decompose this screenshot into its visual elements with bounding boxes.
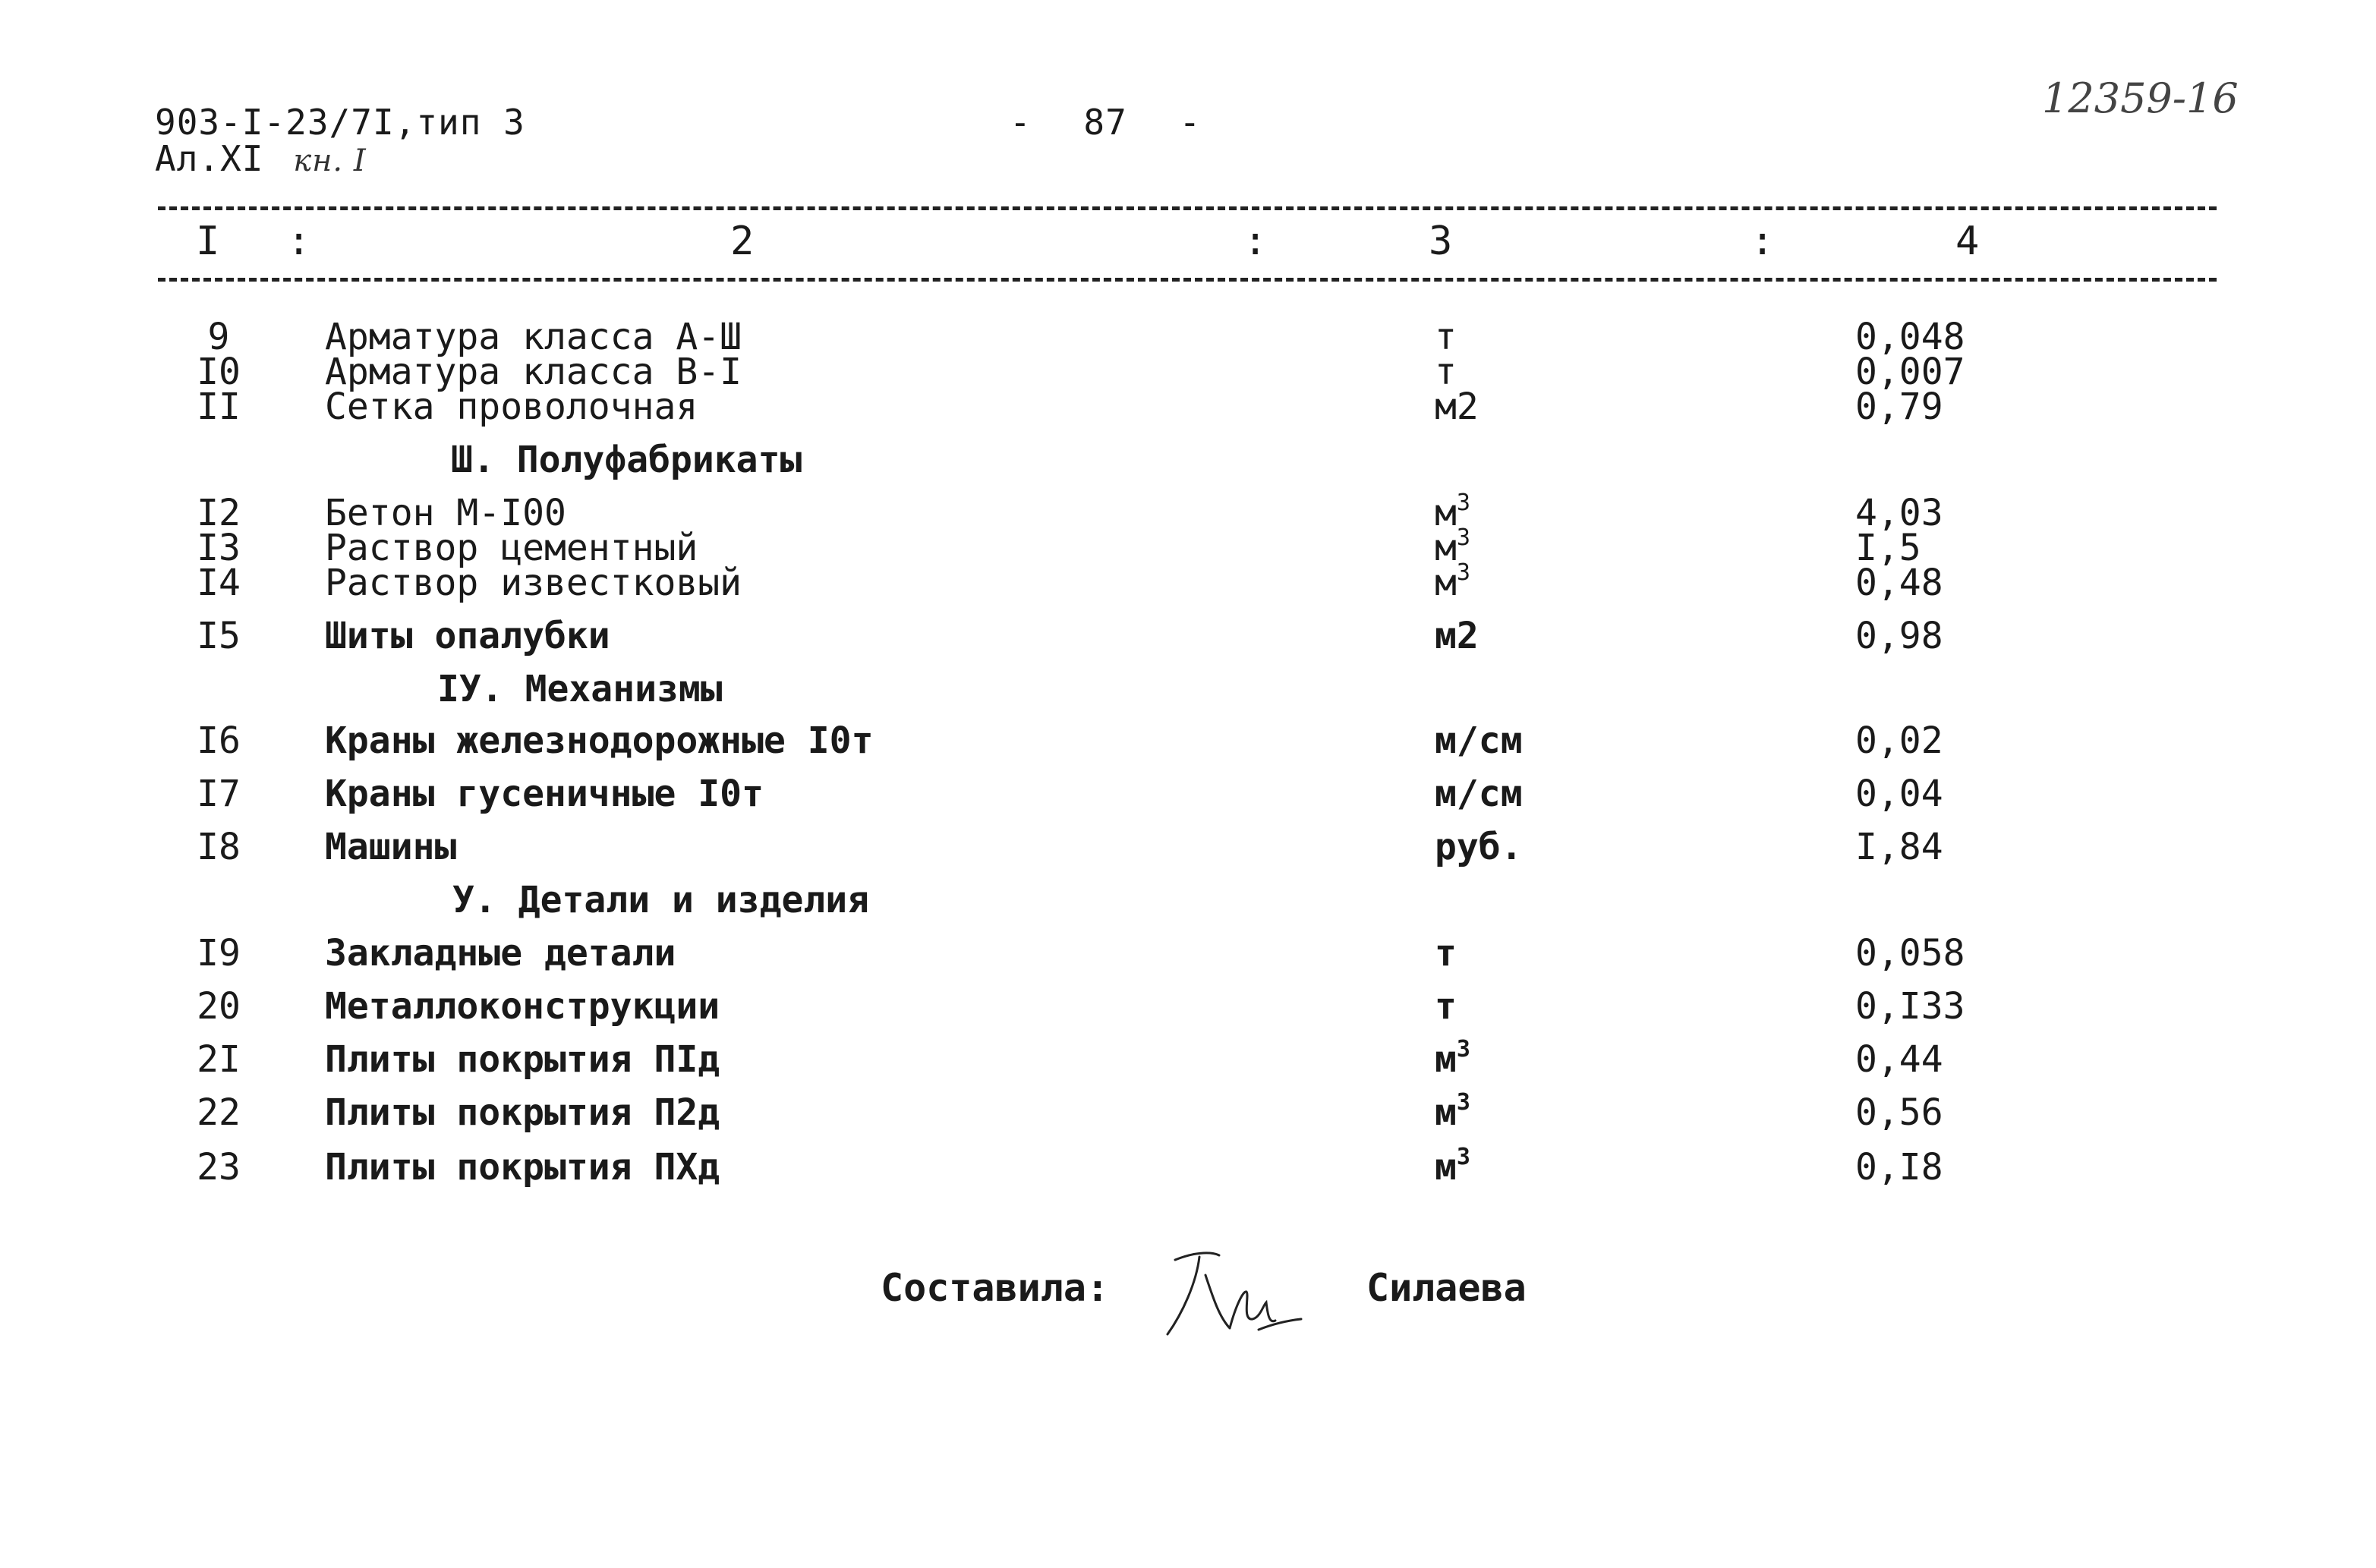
item-name: Закладные детали [325,932,676,974]
unit-exponent: 3 [1456,1144,1470,1170]
unit-cell [1435,1091,1470,1134]
column-header-2: 2 [730,219,755,264]
unit-cell [1435,932,1457,974]
row-number: I7 [197,773,241,815]
unit: т [1435,316,1457,358]
row-number: I2 [197,492,241,534]
page-number [1010,103,1201,141]
unit-cell [1435,719,1523,762]
row-number: I6 [197,719,241,762]
item-name: Металлоконструкции [325,985,720,1028]
row-number: 9 [207,316,230,358]
unit: м2 [1435,615,1479,657]
table-row [0,826,2376,879]
unit-exponent: 3 [1456,1036,1470,1063]
page-number-text: - 87 - [1010,102,1202,143]
doc-code: 903-I-23/7I,тип 3 [155,102,525,143]
quantity: I,5 [1855,527,1921,569]
unit-exponent: 3 [1456,559,1470,586]
item-name: Раствор известковый [325,562,742,604]
table-row [0,932,2376,985]
table-row [0,559,2376,615]
row-number: I0 [197,351,241,393]
table-row [0,985,2376,1038]
unit-exponent: 3 [1456,1089,1470,1116]
compiled-label: Составила: [881,1266,1110,1310]
row-number: 2I [197,1038,241,1081]
item-name: Арматура класса В-I [325,351,742,393]
table-top-divider [158,206,2217,210]
column-separator: : [287,219,311,264]
row-number: 22 [197,1091,241,1134]
column-header-4: 4 [1955,219,1980,264]
quantity: 0,04 [1855,773,1943,815]
quantity: 0,02 [1855,719,1943,762]
unit-cell [1435,1146,1470,1189]
row-number: 20 [197,985,241,1028]
unit: т [1435,985,1457,1028]
item-name: Краны железнодорожные I0т [325,719,874,762]
quantity: 0,048 [1855,316,1965,358]
unit: м2 [1435,386,1479,428]
compiler-name: Силаева [1366,1266,1527,1310]
unit: м [1435,562,1457,604]
section-heading: Ш. Полуфабрикаты [451,439,802,481]
column-separator: : [1750,219,1775,264]
quantity: 0,44 [1855,1038,1943,1081]
quantity: 0,058 [1855,932,1965,974]
quantity: I,84 [1855,826,1943,868]
table-header-divider [158,278,2217,282]
quantity: 0,I8 [1855,1146,1943,1189]
table-row [0,1091,2376,1145]
item-name: Плиты покрытия П2д [325,1091,720,1134]
table-row [0,1146,2376,1199]
unit: м [1435,492,1457,534]
section-heading: IУ. Механизмы [437,668,723,710]
unit-cell [1435,773,1523,815]
item-name: Краны гусеничные I0т [325,773,764,815]
row-number: I4 [197,562,241,604]
item-name: Плиты покрытия ПIд [325,1038,720,1081]
album-label: Ал.XI [155,138,264,179]
unit: м/см [1435,773,1523,815]
table-row [0,773,2376,826]
unit-exponent: 3 [1456,524,1470,551]
unit-exponent: 3 [1456,490,1470,516]
album-line [155,140,367,180]
unit-cell [1435,985,1457,1028]
item-name: Плиты покрытия ПХд [325,1146,720,1189]
item-name: Бетон М-I00 [325,492,566,534]
unit: м [1435,527,1457,569]
row-number: I5 [197,615,241,657]
unit-cell [1435,559,1470,604]
table-row [0,719,2376,773]
item-name: Сетка проволочная [325,386,698,428]
unit: м [1435,1146,1457,1189]
unit: руб. [1435,826,1523,868]
unit: м [1435,1091,1457,1134]
unit-cell [1435,826,1523,868]
archive-number: 12359-16 [2042,74,2239,122]
album-note: кн. I [293,143,367,178]
unit-cell [1435,386,1479,428]
quantity: 0,56 [1855,1091,1943,1134]
unit: т [1435,351,1457,393]
unit: т [1435,932,1457,974]
item-name: Раствор цементный [325,527,698,569]
row-number: 23 [197,1146,241,1189]
item-name: Арматура класса А-Ш [325,316,742,358]
table-row [0,615,2376,668]
unit-cell [1435,1038,1470,1081]
column-separator: : [1243,219,1268,264]
row-number: I3 [197,527,241,569]
table-row [0,1038,2376,1091]
unit: м/см [1435,719,1523,762]
row-number: II [197,386,241,428]
unit-cell [1435,615,1479,657]
item-name: Шиты опалубки [325,615,610,657]
table-row [0,386,2376,439]
section-heading: У. Детали и изделия [452,879,870,921]
quantity: 4,03 [1855,492,1943,534]
quantity: 0,79 [1855,386,1943,428]
row-number: I9 [197,932,241,974]
quantity: 0,48 [1855,562,1943,604]
column-header-1: I [196,219,220,264]
item-name: Машины [325,826,457,868]
row-number: I8 [197,826,241,868]
unit: м [1435,1038,1457,1081]
signature [1160,1245,1312,1343]
quantity: 0,I33 [1855,985,1965,1028]
column-header-3: 3 [1429,219,1453,264]
quantity: 0,007 [1855,351,1965,393]
quantity: 0,98 [1855,615,1943,657]
